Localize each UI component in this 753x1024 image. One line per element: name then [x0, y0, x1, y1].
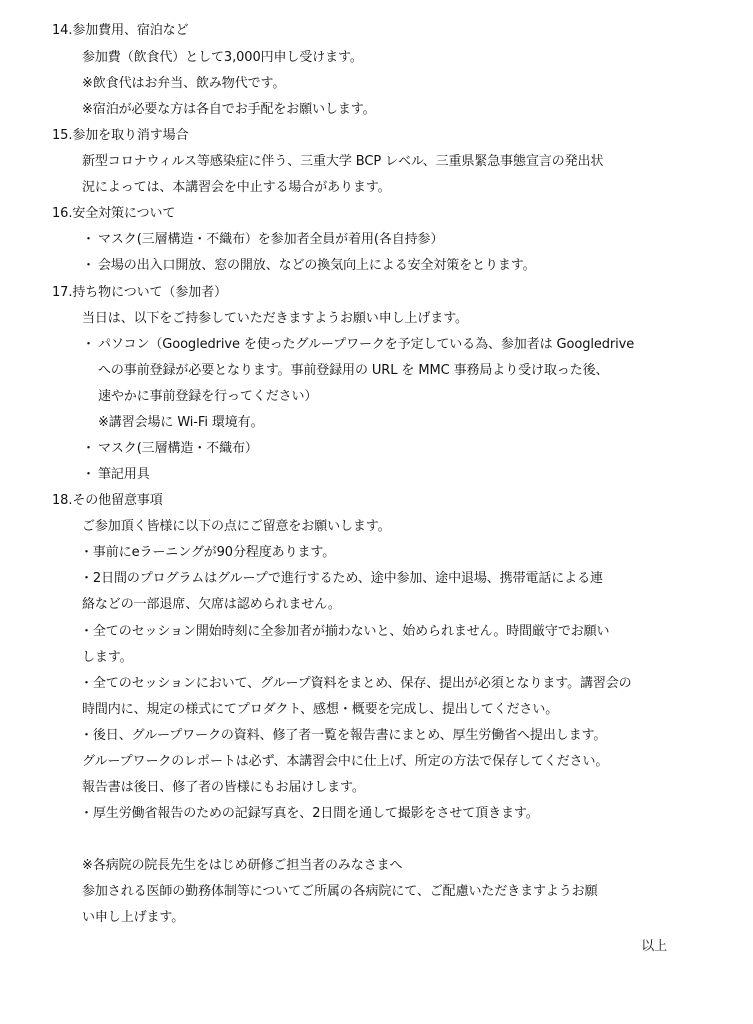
section-17-bullet — [82, 466, 150, 484]
section-17-bullet — [82, 440, 258, 458]
section-18-line: ご参加頂く皆様に以下の点にご留意をお願いします。 — [82, 519, 391, 534]
section-14-heading: 14.参加費用、宿泊など — [52, 23, 189, 38]
section-16-bullet — [82, 257, 536, 275]
section-18-heading: 18.その他留意事項 — [52, 493, 163, 508]
section-18-line: グループワークのレポートは必ず、本講習会中に仕上げ、所定の方法で保存してください。 — [82, 754, 609, 769]
section-15-heading: 15.参加を取り消す場合 — [52, 128, 189, 143]
section-18-line: 時間内に、規定の様式にてプロダクト、感想・概要を完成し、提出してください。 — [82, 702, 559, 717]
bullet-marker: ・ — [82, 441, 95, 456]
section-17-bullet-pc — [82, 336, 634, 354]
section-18-line: します。 — [82, 650, 133, 665]
note-line: い申し上げます。 — [82, 910, 185, 925]
bullet-marker: ・ — [82, 232, 95, 247]
section-17-pc-line: 速やかに事前登録を行ってください） — [98, 389, 318, 404]
section-16-heading: 16.安全対策について — [52, 206, 176, 221]
section-15-line: 新型コロナウィルス等感染症に伴う、三重大学 BCP レベル、三重県緊急事態宣言の発出状 — [82, 154, 604, 169]
bullet-text: パソコン（Googledrive を使ったグループワークを予定している為、参加者は Googledrive — [98, 337, 635, 352]
bullet-text: マスク(三層構造・不織布） — [98, 441, 258, 456]
section-17-pc-line: への事前登録が必要となります。事前登録用の URL を MMC 事務局より受け取った後、 — [98, 363, 609, 378]
bullet-marker: ・ — [82, 337, 95, 352]
section-17-intro: 当日は、以下をご持参していただきますようお願い申し上げます。 — [82, 311, 468, 326]
bullet-text: 筆記用具 — [98, 467, 150, 482]
section-18-line: ・厚生労働省報告のための記録写真を、2日間を通して撮影をさせて頂きます。 — [80, 806, 539, 821]
section-18-line: ・事前にeラーニングが90分程度あります。 — [80, 545, 336, 560]
section-16-bullet — [82, 231, 443, 249]
section-17-heading: 17.持ち物について（参加者） — [52, 285, 227, 300]
section-18-line: 報告書は後日、修了者の皆様にもお届けします。 — [82, 780, 365, 795]
bullet-text: マスク(三層構造・不織布）を参加者全員が着用(各自持参） — [98, 232, 444, 247]
bullet-text: 会場の出入口開放、窓の開放、などの換気向上による安全対策をとります。 — [98, 258, 536, 273]
section-15-line: 況によっては、本講習会を中止する場合があります。 — [82, 180, 391, 195]
section-14-line: 参加費（飲食代）として3,000円申し受けます。 — [82, 50, 363, 65]
section-18-line: ・後日、グループワークの資料、修了者一覧を報告書にまとめ、厚生労働省へ提出します。 — [80, 728, 607, 743]
section-17-pc-line: ※講習会場に Wi-Fi 環境有。 — [98, 415, 264, 430]
closing-text: 以上 — [641, 939, 667, 954]
section-14-line: ※飲食代はお弁当、飲み物代です。 — [82, 76, 286, 91]
section-18-line: ・全てのセッションにおいて、グループ資料をまとめ、保存、提出が必須となります。講習会の — [80, 676, 632, 691]
bullet-marker: ・ — [82, 258, 95, 273]
note-line: ※各病院の院長先生をはじめ研修ご担当者のみなさまへ — [82, 858, 403, 873]
section-18-line: ・全てのセッション開始時刻に全参加者が揃わないと、始められません。時間厳守でお願い — [80, 624, 610, 639]
bullet-marker: ・ — [82, 467, 95, 482]
section-18-line: 絡などの一部退席、欠席は認められません。 — [82, 597, 341, 612]
section-18-line: ・2日間のプログラムはグループで進行するため、途中参加、途中退場、携帯電話による連 — [80, 571, 603, 586]
section-14-line: ※宿泊が必要な方は各自でお手配をお願いします。 — [82, 102, 376, 117]
note-line: 参加される医師の勤務体制等についてご所属の各病院にて、ご配慮いただきますようお願 — [82, 884, 598, 899]
